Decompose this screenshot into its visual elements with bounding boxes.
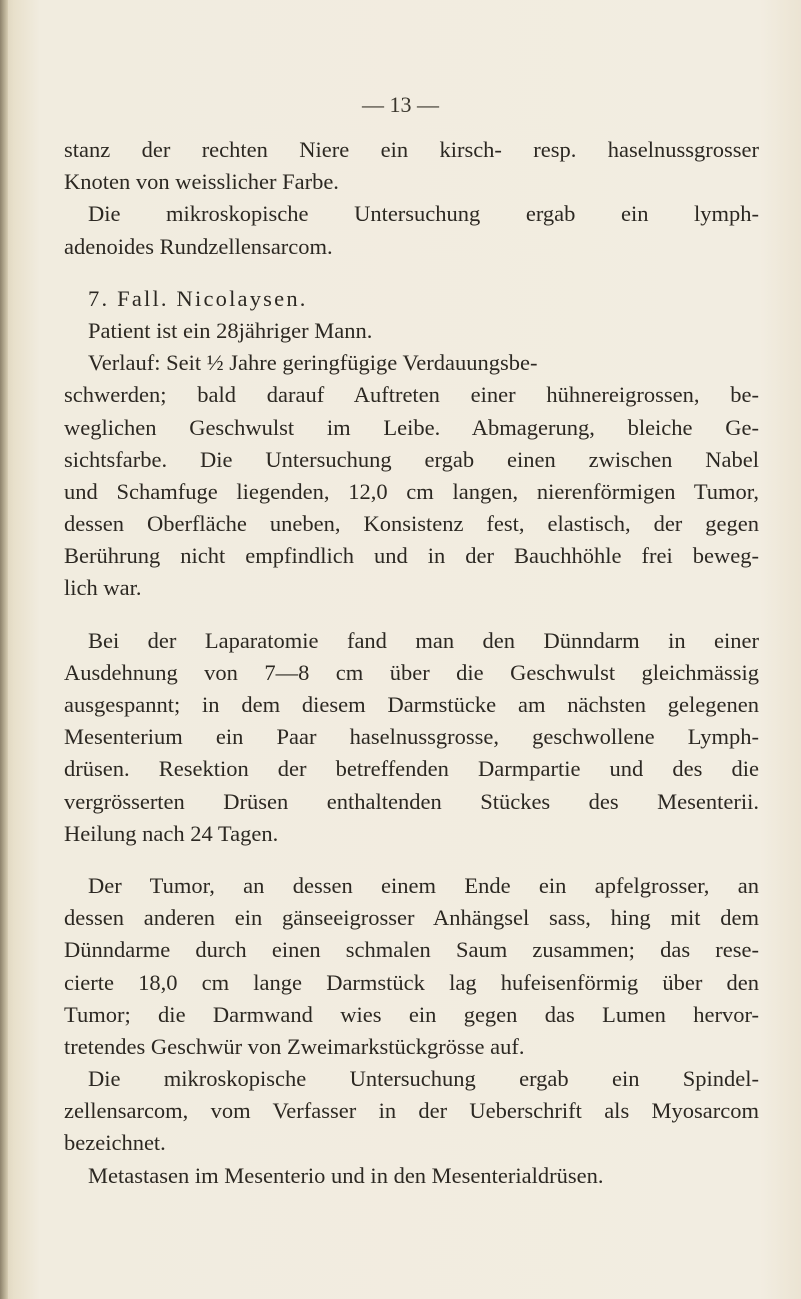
page-number: — 13 —: [362, 92, 439, 117]
text-line: Berührung nicht empfindlich und in der Bauchhöhle frei beweg-: [64, 543, 759, 569]
text-line: Tumor; die Darmwand wies ein gegen das Lumen hervor-: [64, 1001, 759, 1027]
text-line: ausgespannt; in dem diesem Darmstücke am nächsten gelegenen: [64, 692, 759, 717]
text-line: Bei der Laparatomie fand man den Dünndarm in einer: [88, 627, 759, 653]
fraction-half: ½: [206, 350, 224, 376]
text-line: Heilung nach 24 Tagen.: [64, 820, 279, 846]
text-line: [64, 347, 759, 379]
text-line: Ausdehnung von 7—8 cm über die Geschwulst gleichmässig: [64, 659, 759, 685]
text-line: dessen anderen ein gänseeigrosser Anhängsel sass, hing mit dem: [64, 905, 759, 931]
paragraph-gap: [64, 605, 759, 625]
text-line: schwerden; bald darauf Auftreten einer hühnereigrossen, be-: [64, 382, 759, 408]
text-line: und Schamfuge liegenden, 12,0 cm langen, nierenförmigen Tumor,: [64, 478, 759, 504]
book-spine: [0, 0, 8, 1299]
text-fragment: Verlauf: Seit: [88, 350, 202, 376]
text-line: zellensarcom, vom Verfasser in der Ueberschrift als Myosarcom: [64, 1098, 759, 1124]
text-fragment: Jahre geringfügige Verdauungsbe-: [229, 350, 538, 376]
text-line: Die mikroskopische Untersuchung ergab ein lymph-: [88, 201, 759, 227]
paragraph-gap: [64, 263, 759, 283]
body-text: [64, 134, 759, 1192]
text-line: sichtsfarbe. Die Untersuchung ergab einen zwischen Nabel: [64, 446, 759, 472]
case-heading: 7. Fall. Nicolaysen.: [88, 285, 308, 311]
paragraph-gap: [64, 850, 759, 870]
text-line: vergrösserten Drüsen enthaltenden Stückes des Mesenterii.: [64, 788, 759, 814]
text-line: adenoides Rundzellensarcom.: [64, 233, 333, 259]
text-line: Der Tumor, an dessen einem Ende ein apfelgrosser, an: [88, 872, 759, 898]
text-line: weglichen Geschwulst im Leibe. Abmagerung, bleiche Ge-: [64, 414, 759, 440]
text-line: Die mikroskopische Untersuchung ergab ein Spindel-: [88, 1066, 759, 1092]
text-line: tretendes Geschwür von Zweimarkstückgrösse auf.: [64, 1033, 525, 1059]
text-line: Dünndarme durch einen schmalen Saum zusammen; das rese-: [64, 937, 759, 963]
text-line: Patient ist ein 28jähriger Mann.: [88, 317, 373, 343]
text-line: drüsen. Resektion der betreffenden Darmpartie und des die: [64, 756, 759, 782]
text-line: lich war.: [64, 575, 142, 601]
text-line: cierte 18,0 cm lange Darmstück lag hufeisenförmig über den: [64, 969, 759, 995]
text-line: bezeichnet.: [64, 1130, 166, 1156]
text-line: Metastasen im Mesenterio und in den Mesenterialdrüsen.: [88, 1162, 604, 1188]
text-line: dessen Oberfläche uneben, Konsistenz fest, elastisch, der gegen: [64, 511, 759, 537]
text-line: Mesenterium ein Paar haselnussgrosse, geschwollene Lymph-: [64, 724, 759, 750]
text-line: stanz der rechten Niere ein kirsch- resp. haselnussgrosser: [64, 137, 759, 162]
text-line: Knoten von weisslicher Farbe.: [64, 169, 339, 195]
